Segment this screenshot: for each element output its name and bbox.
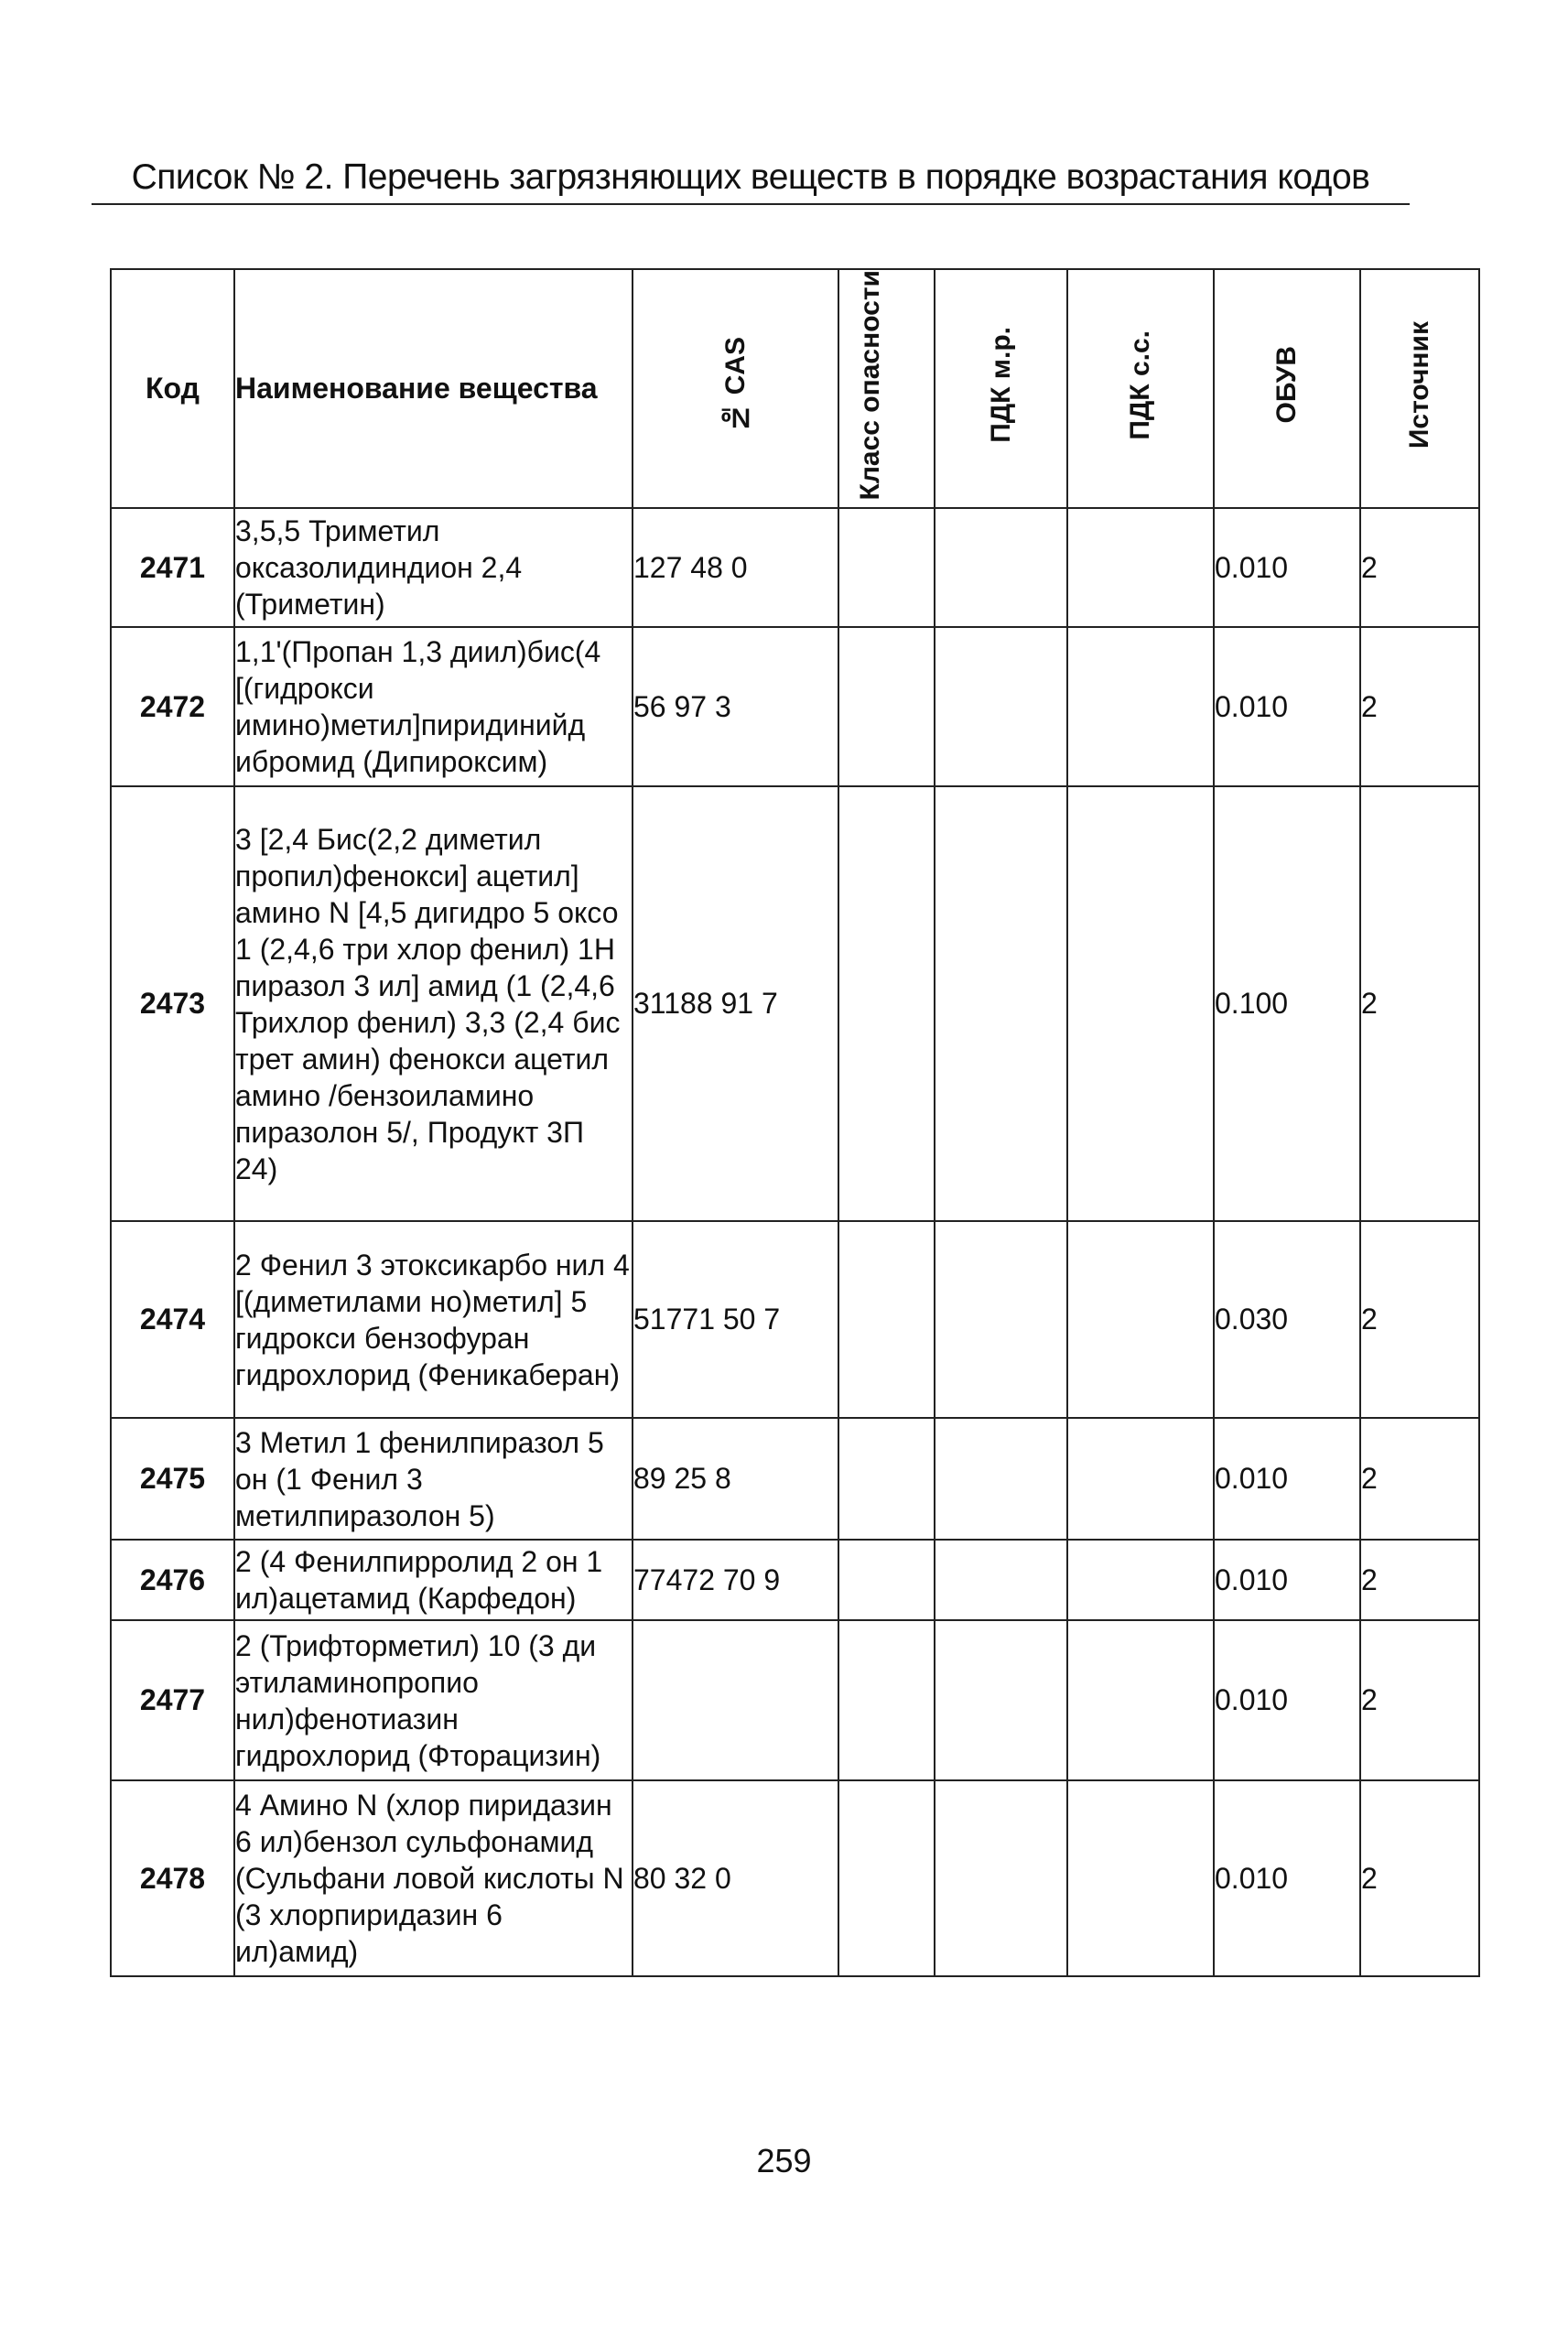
header-cas-label: № CAS bbox=[719, 337, 751, 434]
cell-obuv: 0.010 bbox=[1214, 508, 1360, 627]
cell-obuv: 0.010 bbox=[1214, 627, 1360, 786]
header-name: Наименование вещества bbox=[234, 269, 633, 508]
header-source-label: Источник bbox=[1404, 321, 1434, 449]
cell-code: 2472 bbox=[111, 627, 234, 786]
cell-pdk-mr bbox=[935, 1221, 1067, 1418]
cell-source: 2 bbox=[1360, 1540, 1479, 1620]
header-pdk-mr bbox=[935, 269, 1067, 508]
table-row bbox=[111, 627, 1479, 786]
cell-source: 2 bbox=[1360, 1780, 1479, 1976]
cell-pdk-mr bbox=[935, 508, 1067, 627]
cell-cas: 80 32 0 bbox=[633, 1780, 838, 1976]
cell-code: 2471 bbox=[111, 508, 234, 627]
cell-code: 2473 bbox=[111, 786, 234, 1221]
page-number: 259 bbox=[756, 2142, 812, 2179]
title-underline bbox=[92, 203, 1410, 205]
cell-pdk-ss bbox=[1067, 1221, 1214, 1418]
cell-hazard-class bbox=[838, 1418, 935, 1540]
cell-pdk-ss bbox=[1067, 1418, 1214, 1540]
cell-source: 2 bbox=[1360, 786, 1479, 1221]
cell-name: 2 (Трифторметил) 10 (3 ди этиламинопропио нил)фенотиазин гидрохлорид (Фторацизин) bbox=[234, 1620, 633, 1780]
cell-obuv: 0.010 bbox=[1214, 1540, 1360, 1620]
cell-pdk-mr bbox=[935, 786, 1067, 1221]
cell-pdk-mr bbox=[935, 1540, 1067, 1620]
cell-code: 2475 bbox=[111, 1418, 234, 1540]
cell-pdk-ss bbox=[1067, 1540, 1214, 1620]
header-source bbox=[1360, 269, 1479, 508]
header-obuv-label: ОБУВ bbox=[1271, 346, 1302, 424]
header-pdk-mr-label: ПДК м.р. bbox=[985, 327, 1016, 444]
cell-obuv: 0.010 bbox=[1214, 1620, 1360, 1780]
cell-hazard-class bbox=[838, 1620, 935, 1780]
cell-name: 3,5,5 Триметил оксазолидиндион 2,4 (Триметин) bbox=[234, 508, 633, 627]
cell-name: 2 (4 Фенилпирролид 2 он 1 ил)ацетамид (Карфедон) bbox=[234, 1540, 633, 1620]
cell-pdk-ss bbox=[1067, 1780, 1214, 1976]
header-cas bbox=[633, 269, 838, 508]
cell-pdk-mr bbox=[935, 627, 1067, 786]
cell-name: 4 Амино N (хлор пиридазин 6 ил)бензол сульфонамид (Сульфани ловой кислоты N (3 хлорпиридазин 6 ил)амид) bbox=[234, 1780, 633, 1976]
cell-cas bbox=[633, 1620, 838, 1780]
table-row bbox=[111, 1780, 1479, 1976]
cell-name: 3 Метил 1 фенилпиразол 5 он (1 Фенил 3 метилпиразолон 5) bbox=[234, 1418, 633, 1540]
cell-obuv: 0.010 bbox=[1214, 1780, 1360, 1976]
table-row bbox=[111, 508, 1479, 627]
cell-cas: 77472 70 9 bbox=[633, 1540, 838, 1620]
cell-obuv: 0.010 bbox=[1214, 1418, 1360, 1540]
cell-hazard-class bbox=[838, 1540, 935, 1620]
cell-source: 2 bbox=[1360, 1418, 1479, 1540]
cell-hazard-class bbox=[838, 1221, 935, 1418]
cell-code: 2478 bbox=[111, 1780, 234, 1976]
table-row bbox=[111, 1540, 1479, 1620]
header-hazard-class bbox=[838, 269, 935, 508]
cell-source: 2 bbox=[1360, 1620, 1479, 1780]
cell-pdk-ss bbox=[1067, 786, 1214, 1221]
header-pdk-ss-label: ПДК с.с. bbox=[1125, 330, 1155, 440]
cell-hazard-class bbox=[838, 786, 935, 1221]
cell-pdk-ss bbox=[1067, 627, 1214, 786]
cell-source: 2 bbox=[1360, 627, 1479, 786]
header-obuv bbox=[1214, 269, 1360, 508]
cell-code: 2476 bbox=[111, 1540, 234, 1620]
cell-pdk-mr bbox=[935, 1780, 1067, 1976]
table-row bbox=[111, 1221, 1479, 1418]
cell-source: 2 bbox=[1360, 508, 1479, 627]
cell-hazard-class bbox=[838, 1780, 935, 1976]
cell-cas: 51771 50 7 bbox=[633, 1221, 838, 1418]
cell-cas: 89 25 8 bbox=[633, 1418, 838, 1540]
header-hazard-class-label: Класс опасности bbox=[854, 270, 885, 501]
pollutants-table bbox=[110, 268, 1480, 1977]
cell-code: 2474 bbox=[111, 1221, 234, 1418]
cell-name: 3 [2,4 Бис(2,2 диметил пропил)фенокси] ацетил] амино N [4,5 дигидро 5 оксо 1 (2,4,6 три хлор фенил) 1Н пиразол 3 ил] амид (1 (2,4,6 Трихлор фенил) 3,3 (2,4 бис трет амин) фенокси ацетил амино /бензоиламино пиразолон 5/, Продукт 3П 24) bbox=[234, 786, 633, 1221]
cell-pdk-mr bbox=[935, 1620, 1067, 1780]
cell-pdk-mr bbox=[935, 1418, 1067, 1540]
page-title: Список № 2. Перечень загрязняющих веществ в порядке возрастания кодов bbox=[131, 157, 1370, 197]
header-pdk-ss bbox=[1067, 269, 1214, 508]
cell-obuv: 0.100 bbox=[1214, 786, 1360, 1221]
cell-hazard-class bbox=[838, 508, 935, 627]
table-row bbox=[111, 786, 1479, 1221]
cell-name: 2 Фенил 3 этоксикарбо нил 4 [(диметилами но)метил] 5 гидрокси бензофуран гидрохлорид (Феникаберан) bbox=[234, 1221, 633, 1418]
cell-cas: 31188 91 7 bbox=[633, 786, 838, 1221]
cell-cas: 127 48 0 bbox=[633, 508, 838, 627]
cell-pdk-ss bbox=[1067, 508, 1214, 627]
cell-cas: 56 97 3 bbox=[633, 627, 838, 786]
header-row bbox=[111, 269, 1479, 508]
cell-code: 2477 bbox=[111, 1620, 234, 1780]
header-code: Код bbox=[111, 269, 234, 508]
table-row bbox=[111, 1418, 1479, 1540]
cell-hazard-class bbox=[838, 627, 935, 786]
cell-pdk-ss bbox=[1067, 1620, 1214, 1780]
cell-name: 1,1'(Пропан 1,3 диил)бис(4 [(гидрокси имино)метил]пиридинийд ибромид (Дипироксим) bbox=[234, 627, 633, 786]
cell-source: 2 bbox=[1360, 1221, 1479, 1418]
cell-obuv: 0.030 bbox=[1214, 1221, 1360, 1418]
table-row bbox=[111, 1620, 1479, 1780]
